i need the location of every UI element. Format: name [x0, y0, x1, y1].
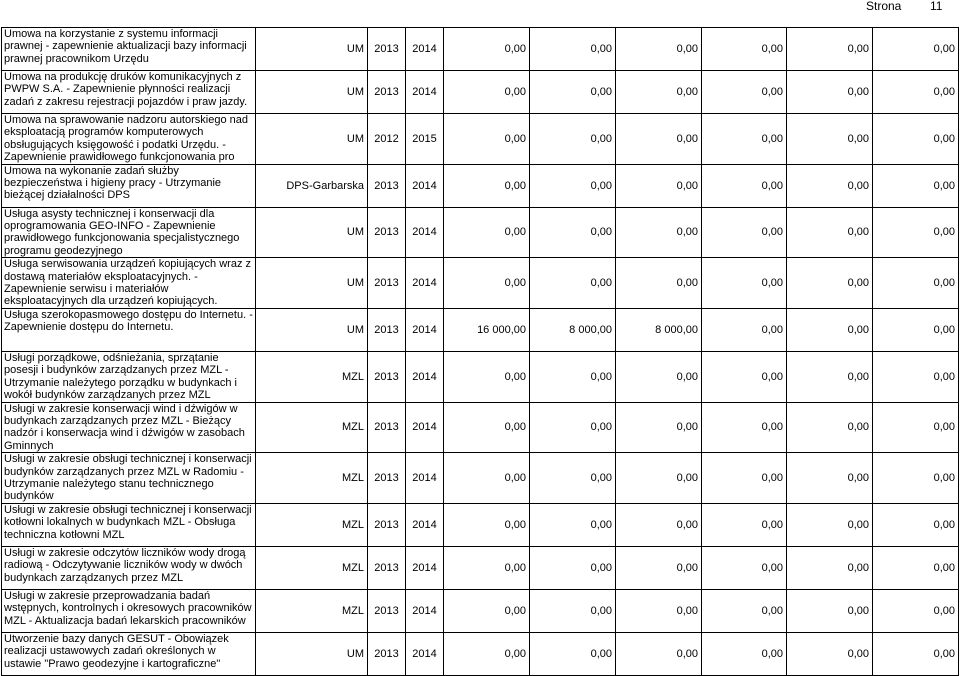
- row-value-6: 0,00: [873, 258, 959, 309]
- row-unit: UM: [256, 28, 368, 71]
- row-value-1: 0,00: [444, 453, 530, 504]
- row-value-1: 0,00: [444, 258, 530, 309]
- row-value-4: 0,00: [702, 71, 787, 114]
- row-value-4: 0,00: [702, 258, 787, 309]
- row-value-6: 0,00: [873, 503, 959, 546]
- row-value-5: 0,00: [787, 632, 873, 675]
- row-year-from: 2013: [368, 164, 406, 207]
- table-row: [2, 546, 959, 589]
- row-value-6: 0,00: [873, 114, 959, 165]
- budget-table: [1, 27, 959, 676]
- row-year-from: 2013: [368, 453, 406, 504]
- row-value-2: 0,00: [530, 71, 616, 114]
- row-year-from: 2013: [368, 207, 406, 258]
- row-value-6: 0,00: [873, 164, 959, 207]
- row-value-6: 0,00: [873, 453, 959, 504]
- row-year-to: 2014: [406, 164, 444, 207]
- row-unit: UM: [256, 207, 368, 258]
- row-value-3: 8 000,00: [616, 308, 702, 351]
- row-description: Umowa na korzystanie z systemu informacji prawnej - zapewnienie aktualizacji bazy informacji prawnej pracownikom Urzędu: [2, 28, 256, 71]
- table-row: [2, 71, 959, 114]
- row-value-5: 0,00: [787, 546, 873, 589]
- table-row: [2, 453, 959, 504]
- row-year-to: 2014: [406, 546, 444, 589]
- row-unit: UM: [256, 114, 368, 165]
- row-year-to: 2014: [406, 453, 444, 504]
- row-unit: MZL: [256, 453, 368, 504]
- row-year-to: 2015: [406, 114, 444, 165]
- table-row: [2, 351, 959, 402]
- row-value-2: 0,00: [530, 589, 616, 632]
- row-value-3: 0,00: [616, 632, 702, 675]
- row-year-to: 2014: [406, 258, 444, 309]
- row-unit: UM: [256, 71, 368, 114]
- row-value-2: 0,00: [530, 402, 616, 453]
- row-value-1: 0,00: [444, 114, 530, 165]
- row-value-3: 0,00: [616, 258, 702, 309]
- row-value-5: 0,00: [787, 308, 873, 351]
- row-value-3: 0,00: [616, 453, 702, 504]
- row-year-from: 2013: [368, 503, 406, 546]
- row-year-from: 2013: [368, 632, 406, 675]
- row-value-2: 0,00: [530, 503, 616, 546]
- row-value-3: 0,00: [616, 114, 702, 165]
- table-row: [2, 632, 959, 675]
- row-value-3: 0,00: [616, 351, 702, 402]
- row-value-5: 0,00: [787, 164, 873, 207]
- row-unit: MZL: [256, 351, 368, 402]
- row-value-4: 0,00: [702, 164, 787, 207]
- row-value-1: 0,00: [444, 28, 530, 71]
- table-row: [2, 28, 959, 71]
- row-value-5: 0,00: [787, 351, 873, 402]
- row-description: Usługi w zakresie obsługi technicznej i konserwacji budynków zarządzanych przez MZL w Radomiu - Utrzymanie należytego stanu technicznego budynków: [2, 453, 256, 504]
- row-year-from: 2013: [368, 351, 406, 402]
- table-row: [2, 114, 959, 165]
- row-description: Umowa na wykonanie zadań służby bezpieczeństwa i higieny pracy - Utrzymanie bieżącej działalności DPS: [2, 164, 256, 207]
- row-value-3: 0,00: [616, 402, 702, 453]
- row-value-6: 0,00: [873, 308, 959, 351]
- row-value-1: 0,00: [444, 402, 530, 453]
- row-value-6: 0,00: [873, 546, 959, 589]
- row-value-2: 0,00: [530, 164, 616, 207]
- row-description: Umowa na produkcję druków komunikacyjnych z PWPW S.A. - Zapewnienie płynności realizacji zadań z zakresu rejestracji pojazdów i praw jazdy.: [2, 71, 256, 114]
- row-year-from: 2013: [368, 402, 406, 453]
- row-value-6: 0,00: [873, 207, 959, 258]
- table-body: [2, 28, 959, 676]
- row-unit: MZL: [256, 589, 368, 632]
- row-year-from: 2012: [368, 114, 406, 165]
- row-value-3: 0,00: [616, 164, 702, 207]
- row-year-from: 2013: [368, 258, 406, 309]
- row-value-3: 0,00: [616, 546, 702, 589]
- row-value-4: 0,00: [702, 308, 787, 351]
- row-value-6: 0,00: [873, 71, 959, 114]
- row-value-4: 0,00: [702, 453, 787, 504]
- row-value-4: 0,00: [702, 207, 787, 258]
- row-value-4: 0,00: [702, 546, 787, 589]
- row-description: Usługi porządkowe, odśnieżania, sprzątanie posesji i budynków zarządzanych przez MZL - Utrzymanie należytego porządku w budynkach i wokół budynków zarządzanych przez MZL: [2, 351, 256, 402]
- row-description: Usługa szerokopasmowego dostępu do Internetu. - Zapewnienie dostępu do Internetu.: [2, 308, 256, 351]
- row-year-to: 2014: [406, 632, 444, 675]
- row-year-to: 2014: [406, 503, 444, 546]
- row-value-3: 0,00: [616, 28, 702, 71]
- row-value-1: 0,00: [444, 546, 530, 589]
- row-year-to: 2014: [406, 402, 444, 453]
- row-value-1: 0,00: [444, 351, 530, 402]
- row-value-2: 0,00: [530, 351, 616, 402]
- row-value-5: 0,00: [787, 258, 873, 309]
- row-value-4: 0,00: [702, 402, 787, 453]
- row-value-1: 0,00: [444, 207, 530, 258]
- table-row: [2, 258, 959, 309]
- page-number: 11: [930, 0, 943, 13]
- row-value-5: 0,00: [787, 28, 873, 71]
- row-value-1: 16 000,00: [444, 308, 530, 351]
- row-value-3: 0,00: [616, 207, 702, 258]
- table-row: [2, 402, 959, 453]
- row-year-from: 2013: [368, 308, 406, 351]
- row-value-6: 0,00: [873, 351, 959, 402]
- page-header: [0, 0, 960, 16]
- row-value-5: 0,00: [787, 503, 873, 546]
- row-year-from: 2013: [368, 28, 406, 71]
- row-value-1: 0,00: [444, 164, 530, 207]
- row-year-from: 2013: [368, 589, 406, 632]
- row-value-1: 0,00: [444, 589, 530, 632]
- row-value-5: 0,00: [787, 207, 873, 258]
- row-unit: DPS-Garbarska: [256, 164, 368, 207]
- page-label: Strona: [866, 0, 902, 13]
- row-value-5: 0,00: [787, 402, 873, 453]
- row-value-1: 0,00: [444, 632, 530, 675]
- row-value-1: 0,00: [444, 503, 530, 546]
- table-row: [2, 308, 959, 351]
- row-unit: UM: [256, 632, 368, 675]
- row-value-3: 0,00: [616, 503, 702, 546]
- row-description: Usługi w zakresie obsługi technicznej i konserwacji kotłowni lokalnych w budynkach MZL - Obsługa techniczna kotłowni MZL: [2, 503, 256, 546]
- row-value-4: 0,00: [702, 632, 787, 675]
- row-value-6: 0,00: [873, 28, 959, 71]
- table-row: [2, 164, 959, 207]
- row-description: Usługa asysty technicznej i konserwacji dla oprogramowania GEO-INFO - Zapewnienie prawidłowego funkcjonowania specjalistycznego programu geodezyjnego: [2, 207, 256, 258]
- row-value-3: 0,00: [616, 71, 702, 114]
- row-value-2: 0,00: [530, 114, 616, 165]
- row-value-5: 0,00: [787, 589, 873, 632]
- row-year-from: 2013: [368, 71, 406, 114]
- row-unit: UM: [256, 308, 368, 351]
- row-year-to: 2014: [406, 589, 444, 632]
- row-value-2: 0,00: [530, 258, 616, 309]
- row-value-2: 0,00: [530, 453, 616, 504]
- row-value-5: 0,00: [787, 71, 873, 114]
- row-unit: MZL: [256, 402, 368, 453]
- row-value-4: 0,00: [702, 503, 787, 546]
- row-unit: MZL: [256, 546, 368, 589]
- row-value-4: 0,00: [702, 589, 787, 632]
- row-description: Usługi w zakresie odczytów liczników wody drogą radiową - Odczytywanie liczników wody w dwóch budynkach zarządzanych przez MZL: [2, 546, 256, 589]
- table-row: [2, 589, 959, 632]
- row-value-2: 0,00: [530, 28, 616, 71]
- row-year-to: 2014: [406, 207, 444, 258]
- row-description: Usługi w zakresie konserwacji wind i dźwigów w budynkach zarządzanych przez MZL - Bieżący nadzór i konserwacja wind i dźwigów w zasobach Gminnych: [2, 402, 256, 453]
- row-value-3: 0,00: [616, 589, 702, 632]
- row-year-to: 2014: [406, 308, 444, 351]
- table-row: [2, 207, 959, 258]
- row-value-2: 0,00: [530, 632, 616, 675]
- row-value-4: 0,00: [702, 114, 787, 165]
- row-value-5: 0,00: [787, 114, 873, 165]
- row-value-4: 0,00: [702, 351, 787, 402]
- row-value-5: 0,00: [787, 453, 873, 504]
- row-unit: UM: [256, 258, 368, 309]
- row-value-2: 0,00: [530, 546, 616, 589]
- row-unit: MZL: [256, 503, 368, 546]
- row-value-1: 0,00: [444, 71, 530, 114]
- row-year-to: 2014: [406, 71, 444, 114]
- row-value-6: 0,00: [873, 632, 959, 675]
- row-value-4: 0,00: [702, 28, 787, 71]
- row-description: Utworzenie bazy danych GESUT - Obowiązek realizacji ustawowych zadań określonych w ustawie "Prawo geodezyjne i kartograficzne": [2, 632, 256, 675]
- row-description: Usługa serwisowania urządzeń kopiujących wraz z dostawą materiałów eksploatacyjnych. - Zapewnienie serwisu i materiałów eksploatacyjnych dla urządzeń kopiujących.: [2, 258, 256, 309]
- table-row: [2, 503, 959, 546]
- row-value-6: 0,00: [873, 589, 959, 632]
- row-description: Umowa na sprawowanie nadzoru autorskiego nad eksploatacją programów komputerowych obsługujących księgowość i podatki Urzędu. - Zapewnienie prawidłowego funkcjonowania pro: [2, 114, 256, 165]
- row-year-to: 2014: [406, 28, 444, 71]
- row-value-2: 8 000,00: [530, 308, 616, 351]
- row-value-2: 0,00: [530, 207, 616, 258]
- row-year-from: 2013: [368, 546, 406, 589]
- row-year-to: 2014: [406, 351, 444, 402]
- row-value-6: 0,00: [873, 402, 959, 453]
- row-description: Usługi w zakresie przeprowadzania badań wstępnych, kontrolnych i okresowych pracowników MZL - Aktualizacja badań lekarskich pracowników: [2, 589, 256, 632]
